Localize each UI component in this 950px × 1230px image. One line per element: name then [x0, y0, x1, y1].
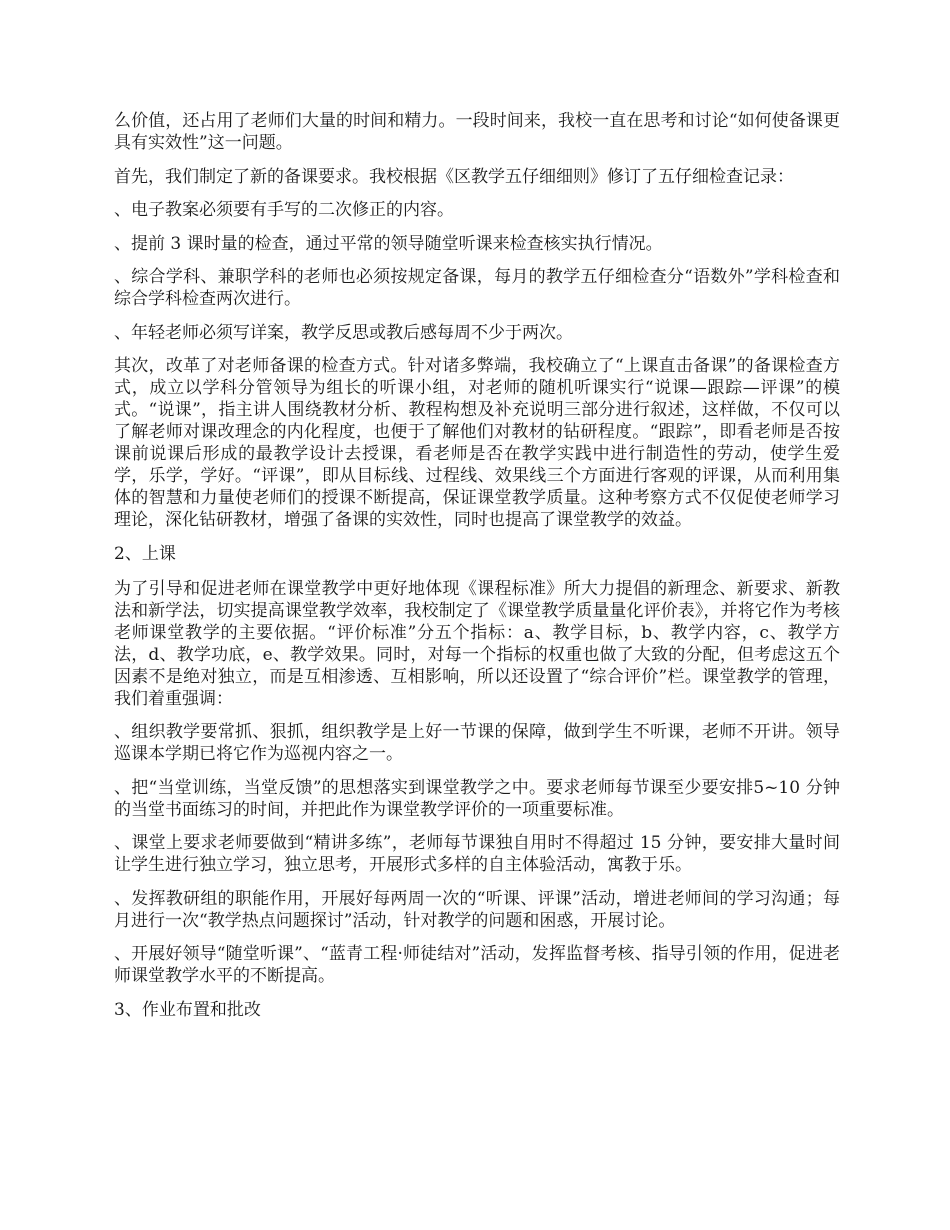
paragraph-inspection-reform: 其次，改革了对老师备课的检查方式。针对诸多弊端，我校确立了“上课直击备课”的备课检查方式，成立以学科分管领导为组长的听课小组，对老师的随机听课实行“说课—跟踪—评课”的模式。“说课”，指主讲人围绕教材分析、教程构想及补充说明三部分进行叙述，这样做，不仅可以了解老师对课改理念的内化程度，也便于了解他们对教材的钻研程度。“跟踪”，即看老师是否按课前说课后形成的最教学设计去授课，看老师是否在教学实践中进行制造性的劳动，使学生爱学，乐学，学好。“评课”，即从目标线、过程线、效果线三个方面进行客观的评课，从而利用集体的智慧和力量使老师们的授课不断提高，保证课堂教学质量。这种考察方式不仅促使老师学习理论，深化钻研教材，增强了备课的实效性，同时也提高了课堂教学的效益。 [114, 356, 840, 530]
section-heading-class: 2、上课 [114, 543, 176, 564]
list-item-young-teachers: 、年轻老师必须写详案，教学反思或教后感每周不少于两次。 [114, 322, 573, 343]
paragraph-class-evaluation: 为了引导和促进老师在课堂教学中更好地体现《课程标准》所大力提倡的新理念、新要求、新教法和新学法，切实提高课堂教学效率，我校制定了《课堂教学质量量化评价表》，并将它作为考核老师课堂教学的主要依据。“评价标准”分五个指标：a、教学目标，b、教学内容，c、教学方法，d、教学功底，e、教学效果。同时，对每一个指标的权重也做了大致的分配，但考虑这五个因素不是绝对独立，而是互相渗透、互相影响，所以还设置了“综合评价”栏。课堂教学的管理，我们着重强调： [114, 578, 840, 709]
list-item-electronic-plan: 、电子教案必须要有手写的二次修正的内容。 [114, 200, 454, 220]
paragraph-lesson-prep-requirements: 首先，我们制定了新的备课要求。我校根据《区教学五仔细细则》修订了五仔细检查记录： [114, 166, 794, 187]
list-item-comprehensive-subjects: 、综合学科、兼职学科的老师也必须按规定备课，每月的教学五仔细检查分“语数外”学科检查和综合学科检查两次进行。 [114, 267, 840, 309]
list-item-leader-observation: 、开展好领导“随堂听课”、“蓝青工程·师徒结对”活动，发挥监督考核、指导引领的作用，促进老师课堂教学水平的不断提高。 [114, 944, 840, 986]
list-item-teaching-research-group: 、发挥教研组的职能作用，开展好每两周一次的“听课、评课”活动，增进老师间的学习沟通；每月进行一次“教学热点问题探讨”活动，针对教学的问题和困惑，开展讨论。 [114, 888, 840, 931]
list-item-in-class-practice: 、把“当堂训练，当堂反馈”的思想落实到课堂教学之中。要求老师每节课至少要安排5~10 分钟的当堂书面练习的时间，并把此作为课堂教学评价的一项重要标准。 [114, 777, 840, 820]
list-item-lecture-less-practice-more: 、课堂上要求老师要做到“精讲多练”，老师每节课独自用时不得超过 15 分钟，要安排大量时间让学生进行独立学习，独立思考，开展形式多样的自主体验活动，寓教于乐。 [114, 833, 840, 875]
paragraph-intro-continued: 么价值，还占用了老师们大量的时间和精力。一段时间来，我校一直在思考和讨论“如何使备课更具有实效性”这一问题。 [114, 111, 840, 153]
document-body [114, 110, 840, 1034]
list-item-class-organization: 、组织教学要常抓、狠抓，组织教学是上好一节课的保障，做到学生不听课，老师不开讲。领导巡课本学期已将它作为巡视内容之一。 [114, 722, 840, 764]
section-heading-homework: 3、作业布置和批改 [114, 999, 261, 1020]
list-item-advance-check: 、提前 3 课时量的检查，通过平常的领导随堂听课来检查核实执行情况。 [114, 233, 663, 254]
